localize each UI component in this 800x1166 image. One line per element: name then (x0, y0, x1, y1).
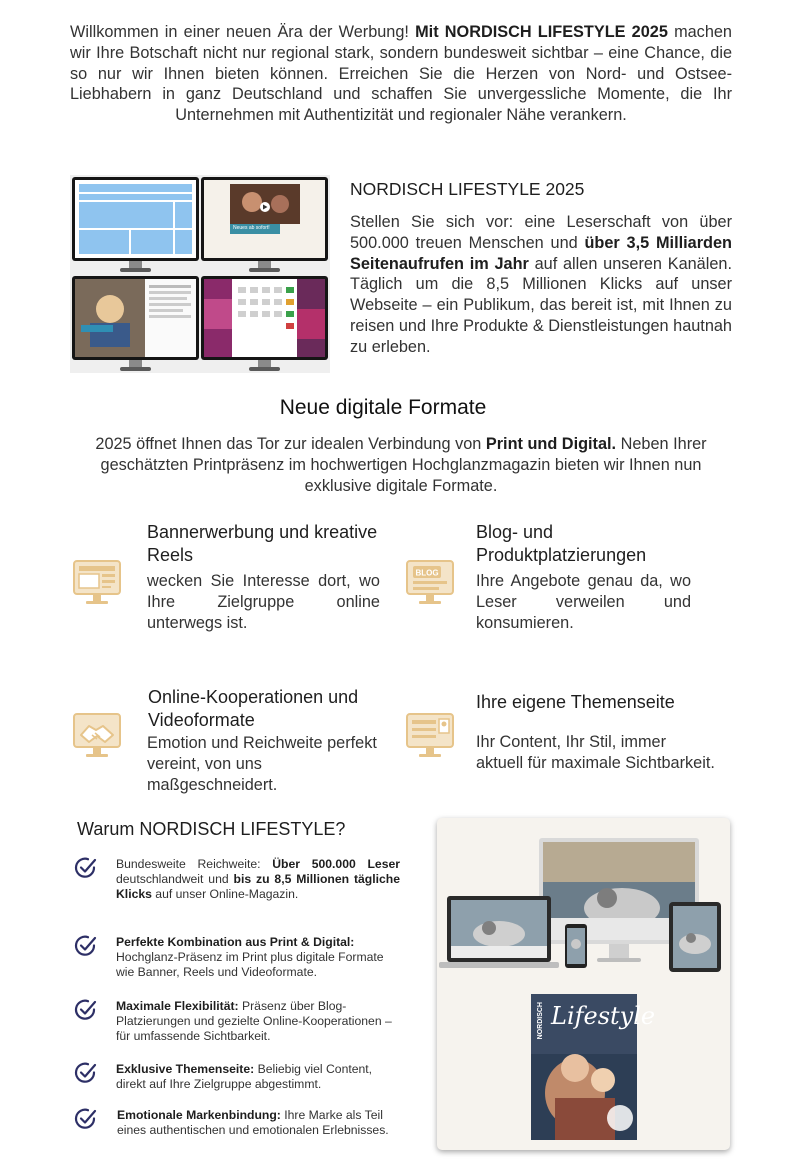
why-text-markenbindung: Emotionale Markenbindung: Ihre Marke als Teil eines authentischen und emotionalen Erlebnisses. (117, 1108, 389, 1137)
promo-devices-magazine-image (437, 818, 730, 1150)
feature-text-banner: wecken Sie Interesse dort, wo Ihre Zielgruppe online unterwegs ist. (147, 572, 380, 632)
blog-icon-label: BLOG (415, 568, 439, 578)
nordisch-text-bold: über 3,5 Milliarden Seitenaufrufen im Jahr (350, 233, 732, 273)
video-caption: Neues ab sofort! (233, 225, 270, 231)
digital-text: 2025 öffnet Ihnen das Tor zur idealen Verbindung von Print und Digital. Neben Ihrer geschätzten Printpräsenz im hochwertigen Hochglanzmagazin bieten wir Ihnen nun exklusive digitale Formate. (95, 435, 707, 495)
intro-rest: machen wir Ihre Botschaft nicht nur regional stark, sondern bundesweit sichtbar – eine Chance, die so nur wir Ihnen bieten können. Erreichen Sie die Herzen von Nord- und Ostsee-Liebhabern in ganz Deutschland und schaffen Sie unvergessliche Momente, die Ihr Unternehmen mit Authentizität und regionaler Nähe verankern. (70, 23, 732, 125)
feature-title-themenseite: Ihre eigene Themenseite (476, 692, 675, 712)
feature-title-banner: Bannerwerbung und kreative Reels (147, 522, 378, 565)
why-item-themenseite (73, 1060, 403, 1095)
check-circle-icon (73, 1106, 99, 1132)
magazine-brand: NORDISCH (537, 1002, 544, 1040)
check-circle-icon (73, 855, 99, 881)
banner-monitor-icon (72, 558, 122, 608)
feature-text-kooperationen: Emotion und Reichweite perfekt vereint, von uns maßgeschneidert. (147, 734, 377, 794)
profile-article-icon (75, 279, 196, 357)
monitor-profile (72, 276, 199, 373)
video-thumbnail-icon (204, 180, 325, 258)
why-item-kombination (73, 933, 403, 983)
intro-bold: Mit NORDISCH LIFESTYLE 2025 (415, 23, 668, 41)
monitor-calendar (201, 276, 328, 373)
wireframe-layout-icon (75, 180, 196, 258)
why-item-reichweite (73, 855, 403, 915)
why-text-reichweite: Bundesweite Reichweite: Über 500.000 Leser deutschlandweit und bis zu 8,5 Millionen tägliche Klicks auf unser Online-Magazin. (116, 857, 401, 901)
digital-heading: Neue digitale Formate (279, 396, 487, 419)
nordisch-text: Stellen Sie sich vor: eine Leserschaft von über 500.000 treuen Menschen und über 3,5 Milliarden Seitenaufrufen im Jahr auf allen unseren Kanälen. Täglich um die 8,5 Millionen Klicks auf unser Webseite – ein Publikum, das bereit ist, mit Ihnen zu reisen und Ihre Produkte & Dienstleistungen hautnah zu erleben. (350, 213, 732, 356)
handshake-monitor-icon (72, 711, 122, 761)
intro-lead: Willkommen in einer neuen Ära der Werbung! (70, 23, 416, 41)
check-circle-icon (73, 933, 99, 959)
check-circle-icon (73, 997, 99, 1023)
why-title: Warum NORDISCH LIFESTYLE? (77, 819, 346, 839)
profile-page-icon (405, 711, 455, 761)
monitor-collage-image (70, 175, 330, 373)
why-item-markenbindung (73, 1106, 403, 1156)
digital-text-bold: Print und Digital. (485, 435, 617, 453)
why-text-flexibilitaet: Maximale Flexibilität: Präsenz über Blog-Platzierungen und gezielte Online-Kooperationen – für umfassende Sichtbarkeit. (116, 999, 392, 1043)
magazine-title: Lifestyle (551, 1002, 656, 1030)
devices-mockup-icon (437, 818, 730, 1150)
feature-title-blog: Blog- und Produktplatzierungen (476, 522, 647, 565)
calendar-page-icon (204, 279, 325, 357)
why-text-themenseite: Exklusive Themenseite: Beliebig viel Content, direkt auf Ihre Zielgruppe abgestimmt. (116, 1062, 373, 1091)
monitor-video (201, 177, 328, 274)
nordisch-title: NORDISCH LIFESTYLE 2025 (350, 179, 585, 199)
why-text-kombination: Perfekte Kombination aus Print & Digital: Hochglanz-Präsenz im Print plus digitale Formate wie Banner, Reels und Videoformate. (116, 935, 384, 979)
blog-monitor-icon (405, 558, 455, 608)
monitor-wireframe (72, 177, 199, 274)
feature-text-blog: Ihre Angebote genau da, wo Leser verweilen und konsumieren. (476, 572, 691, 632)
intro-paragraph (70, 22, 732, 126)
why-item-flexibilitaet (73, 997, 403, 1047)
feature-title-kooperationen: Online-Kooperationen und Videoformate (148, 687, 359, 730)
feature-text-themenseite: Ihr Content, Ihr Stil, immer aktuell für maximale Sichtbarkeit. (476, 733, 715, 772)
check-circle-icon (73, 1060, 99, 1086)
